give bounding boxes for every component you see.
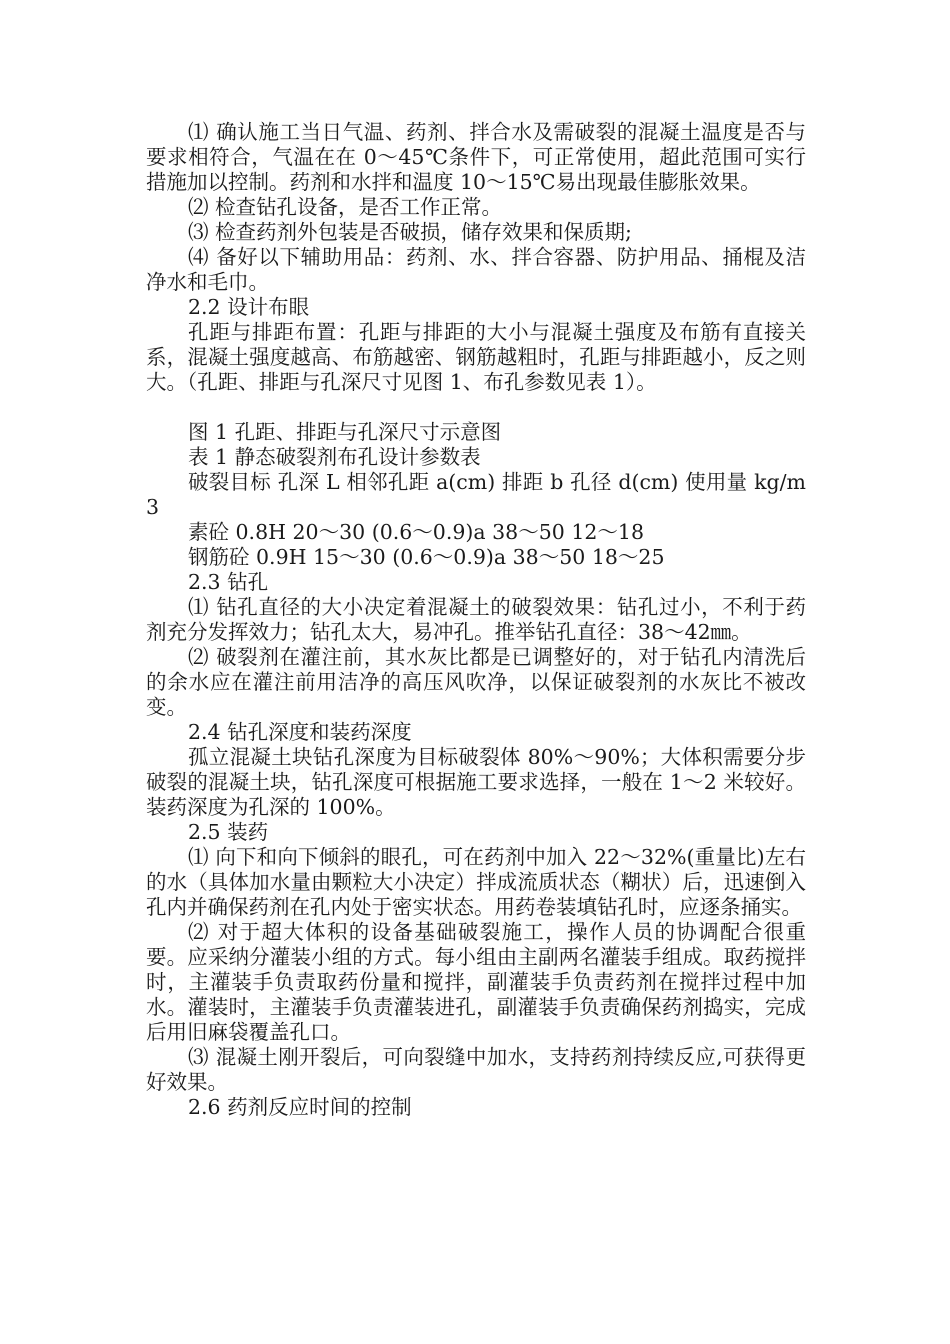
table-1-row-reinforced-concrete: 钢筋砼 0.9H 15～30 (0.6～0.9)a 38～50 18～25 [188,545,665,569]
document-body [146,120,806,1120]
paragraph-check-drilling-equipment: ⑵ 检查钻孔设备，是否工作正常。 [188,195,503,219]
paragraph-water-cement-ratio: ⑵ 破裂剂在灌注前，其水灰比都是已调整好的，对于钻孔内清洗后的余水应在灌注前用洁净的高压风吹净，以保证破裂剂的水灰比不被改变。 [146,645,806,719]
section-heading-2-4: 2.4 钻孔深度和装药深度 [188,720,412,744]
section-heading-2-2: 2.2 设计布眼 [188,295,310,319]
paragraph-add-water: ⑶ 混凝土刚开裂后，可向裂缝中加水，支持药剂持续反应,可获得更好效果。 [146,1045,806,1094]
paragraph-charging-teams: ⑵ 对于超大体积的设备基础破裂施工，操作人员的协调配合很重要。应采纳分灌装小组的方式。每小组由主副两名灌装手组成。取药搅拌时，主灌装手负责取药份量和搅拌，副灌装手负责药剂在搅拌过程中加水。灌装时，主灌装手负责灌装进孔，副灌装手负责确保药剂捣实，完成后用旧麻袋覆盖孔口。 [146,920,806,1044]
paragraph-drilling-depth: 孤立混凝土块钻孔深度为目标破裂体 80%～90%；大体积需要分步破裂的混凝土块，钻孔深度可根据施工要求选择，一般在 1～2 米较好。装药深度为孔深的 100%。 [146,745,806,819]
section-heading-2-5: 2.5 装药 [188,820,269,844]
paragraph-hole-diameter: ⑴ 钻孔直径的大小决定着混凝土的破裂效果：钻孔过小，不利于药剂充分发挥效力；钻孔太大，易冲孔。推举钻孔直径：38～42㎜。 [146,595,806,644]
figure-1-caption: 图 1 孔距、排距与孔深尺寸示意图 [188,420,502,444]
figure-placeholder-gap [146,395,806,420]
paragraph-hole-spacing: 孔距与排距布置：孔距与排距的大小与混凝土强度及布筋有直接关系，混凝土强度越高、布筋越密、钢筋越粗时，孔距与排距越小，反之则大。（孔距、排距与孔深尺寸见图 1、布孔参数见表 1）。 [146,320,806,394]
section-heading-2-3: 2.3 钻孔 [188,570,269,594]
table-1-caption: 表 1 静态破裂剂布孔设计参数表 [188,445,481,469]
section-heading-2-6: 2.6 药剂反应时间的控制 [188,1095,412,1119]
paragraph-prepare-supplies: ⑷ 备好以下辅助用品：药剂、水、拌合容器、防护用品、捅棍及洁净水和毛巾。 [146,245,806,294]
table-1-row-plain-concrete: 素砼 0.8H 20～30 (0.6～0.9)a 38～50 12～18 [188,520,644,544]
paragraph-charging-downward: ⑴ 向下和向下倾斜的眼孔，可在药剂中加入 22～32%(重量比)左右的水（具体加水量由颗粒大小决定）拌成流质状态（糊状）后，迅速倒入孔内并确保药剂在孔内处于密实状态。用药卷装填钻孔时，应逐条捅实。 [146,845,806,919]
table-1-header-row: 破裂目标 孔深 L 相邻孔距 a(cm) 排距 b 孔径 d(cm) 使用量 kg/m3 [146,470,806,519]
paragraph-check-temperature: ⑴ 确认施工当日气温、药剂、拌合水及需破裂的混凝土温度是否与要求相符合，气温在在 0～45℃条件下，可正常使用，超此范围可实行措施加以控制。药剂和水拌和温度 10～15℃易出现最佳膨胀效果。 [146,120,806,194]
paragraph-check-packaging: ⑶ 检查药剂外包装是否破损，储存效果和保质期; [188,220,632,244]
